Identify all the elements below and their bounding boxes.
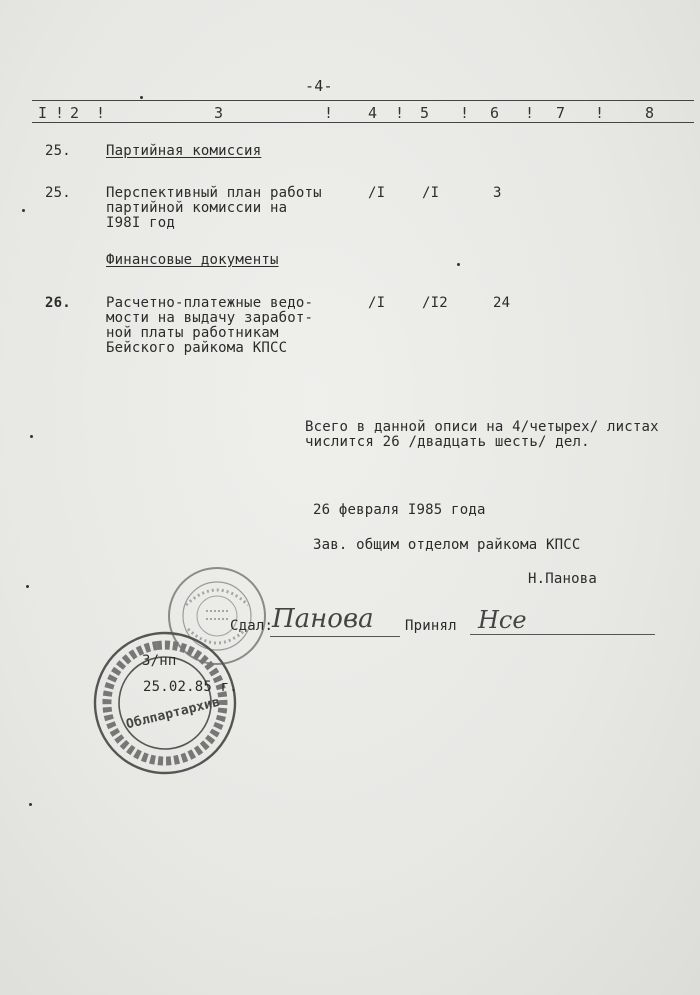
margin-mark [30,435,33,438]
header-separator: ! [460,104,470,122]
entry-col-6: 24 [493,295,511,311]
header-col-5: 5 [420,104,430,122]
margin-mark [26,585,29,588]
header-col-7: 7 [556,104,566,122]
entry-col-6: 3 [493,185,502,201]
header-col-3: 3 [214,104,224,122]
entry-title-line: партийной комиссии на [106,200,288,216]
gave-signature-line [270,636,400,637]
entry-col-5: /I [422,185,440,201]
page-number: -4- [305,77,333,95]
entry-title-line: мости на выдачу заработ- [106,310,314,326]
entry-title-line: Бейского райкома КПСС [106,340,288,356]
header-col-6: 6 [490,104,500,122]
header-col-2: 2 [70,104,80,122]
header-separator: ! [55,104,65,122]
gave-label: Сдал: [230,618,274,634]
position-line: Зав. общим отделом райкома КПСС [313,537,581,553]
entry-title-line: ной платы работникам [106,325,279,341]
total-line-2: числится 26 /двадцать шесть/ дел. [305,434,590,450]
header-bottom-rule [32,122,694,123]
entry-col-4: /I [368,185,386,201]
header-separator: ! [96,104,106,122]
gave-signature: Панова [272,604,374,634]
entry-number: 26. [45,295,71,311]
section-number: 25. [45,143,71,159]
header-col-1: I [38,104,48,122]
margin-mark [140,96,143,99]
entry-title-line: Перспективный план работы [106,185,322,201]
entry-title-line: Расчетно-платежные ведо- [106,295,314,311]
section-heading-party-commission: Партийная комиссия [106,143,262,159]
name-line: Н.Панова [528,571,598,587]
section-heading-finance: Финансовые документы [106,252,279,268]
margin-mark [457,263,460,266]
margin-mark [29,803,32,806]
entry-col-4: /I [368,295,386,311]
archive-seal-center: Облпартархив [124,694,222,733]
received-signature-line [470,634,655,635]
header-separator: ! [525,104,535,122]
received-signature: Нсе [478,606,527,634]
date-line: 26 февраля I985 года [313,502,486,518]
header-separator: ! [595,104,605,122]
header-top-rule [32,100,694,101]
stamp-number: 3/нп [142,653,177,669]
entry-col-5: /I2 [422,295,448,311]
stamp-date: 25.02.85 г. [143,679,238,695]
total-line-1: Всего в данной описи на 4/четырех/ листах [305,419,659,435]
entry-number: 25. [45,185,71,201]
header-col-8: 8 [645,104,655,122]
entry-title-line: I98I год [106,215,176,231]
received-label: Принял [405,618,457,634]
header-col-4: 4 [368,104,378,122]
header-separator: ! [324,104,334,122]
margin-mark [22,209,25,212]
header-separator: ! [395,104,405,122]
